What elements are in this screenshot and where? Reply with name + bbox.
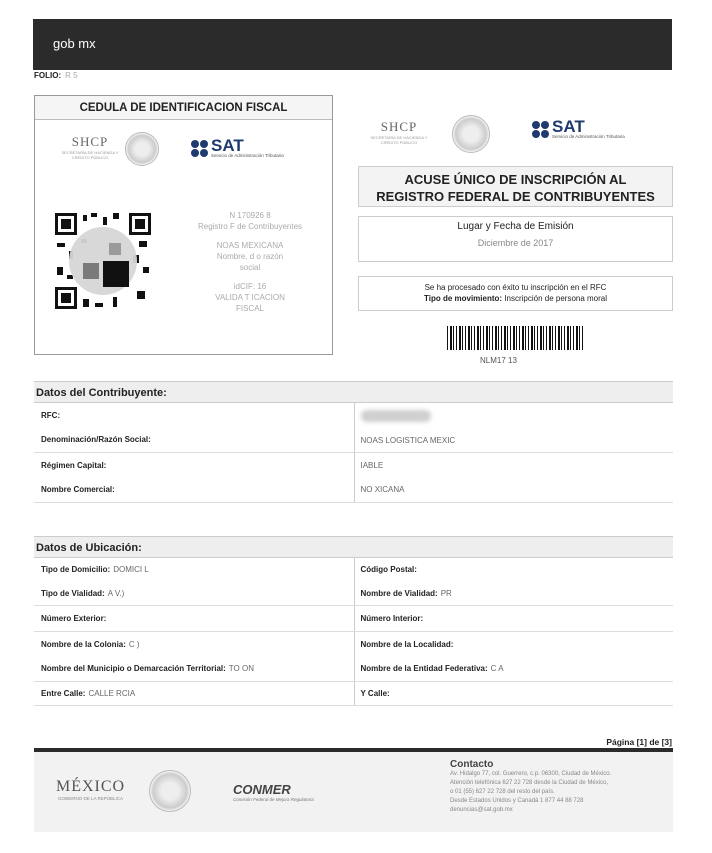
national-seal-icon (452, 115, 490, 153)
movimiento-value: Inscripción de persona moral (504, 294, 608, 303)
page-indicator: Página [1] de [3] (606, 737, 672, 747)
lugar-label: Lugar y Fecha de Emisión (457, 221, 574, 232)
acuse-logos (360, 115, 673, 155)
contribuyente-section (34, 381, 673, 503)
lugar-fecha-box (358, 216, 673, 262)
cedula-line: idCIF: 16 (233, 282, 267, 291)
cedula-logos (55, 130, 315, 170)
comercial-value: NO XICANA (360, 485, 405, 495)
table-row (34, 453, 673, 503)
denominacion-label: Denominación/Razón Social: (41, 435, 151, 445)
footer (34, 752, 673, 832)
table-row: Tipo de Domicilio: DOMICI L Tipo de Vialidad: A V.) Código Postal: Nombre de Vialidad: PR (34, 558, 673, 606)
folio-label: FOLIO: (34, 71, 62, 80)
procesado-text: Se ha procesado con éxito tu inscripción en el RFC (424, 283, 607, 292)
comercial-label: Nombre Comercial: (41, 485, 115, 495)
contacto-title: Contacto (450, 759, 494, 770)
denominacion-value: NOAS LOGISTICA MEXIC (360, 436, 456, 445)
sat-logo: SAT Servicio de Administración Tributaria (191, 138, 284, 158)
rfc-label: RFC: (41, 410, 61, 420)
regimen-label: Régimen Capital: (41, 460, 107, 470)
cedula-text (175, 210, 325, 314)
rfc-value-redacted (361, 410, 431, 422)
cedula-line: VALIDA T ICACION (215, 293, 285, 302)
shcp-logo: SHCP SECRETARÍA DE HACIENDA Y CRÉDITO PÚBLICO (61, 134, 119, 160)
cedula-line: Nombre, d o razón (216, 252, 284, 261)
acuse-title: ACUSE ÚNICO DE INSCRIPCIÓN AL REGISTRO FEDERAL DE CONTRIBUYENTES (358, 166, 673, 207)
cedula-title: CEDULA DE IDENTIFICACION FISCAL (35, 96, 332, 120)
contacto-line: o 01 (55) 627 22 728 del resto del país. (450, 789, 555, 795)
top-bar (33, 19, 672, 70)
lugar-value: Diciembre de 2017 (477, 238, 554, 248)
contacto-line: Desde Estados Unidos y Canadá 1 877 44 88 728 (450, 798, 584, 804)
qr-code (53, 211, 153, 311)
cedula-line: social (239, 263, 261, 272)
ubicacion-section (34, 536, 673, 706)
shcp-logo: SHCP SECRETARÍA DE HACIENDA Y CRÉDITO PÚBLICO (370, 119, 428, 145)
barcode (447, 326, 583, 350)
gobmx-logo[interactable]: gob mx (53, 36, 96, 51)
cedula-line: N 170926 8 (229, 211, 271, 220)
table-row: Número Exterior: Número Interior: (34, 606, 673, 632)
national-seal-icon (149, 770, 191, 812)
table-row (34, 403, 673, 453)
national-seal-icon (125, 132, 159, 166)
conmer-logo: CONMER Comisión Federal de Mejora Regulatoria (233, 782, 314, 802)
contribuyente-title: Datos del Contribuyente: (34, 381, 673, 403)
contacto-block (450, 760, 665, 815)
sat-logo: SAT Servicio de Administración Tributaria (532, 119, 625, 139)
ubicacion-title: Datos de Ubicación: (34, 536, 673, 558)
folio-value: R 5 (65, 71, 78, 80)
regimen-value: IABLE (360, 460, 384, 470)
contacto-line: Av. Hidalgo 77, col. Guerrero, c.p. 06300, Ciudad de México. (450, 771, 612, 777)
cedula-line: Registro F de Contribuyentes (197, 222, 303, 231)
folio (34, 71, 78, 80)
table-row: Entre Calle: CALLE RCIA Y Calle: (34, 682, 673, 706)
movimiento-label: Tipo de movimiento: (423, 294, 503, 303)
table-row: Nombre de la Colonia: C ) Nombre del Municipio o Demarcación Territorial: TO ON Nombre de la Localidad: Nombre de la Entidad Federativa: C A (34, 632, 673, 682)
barcode-text: NLM17 13 (480, 356, 517, 365)
cedula-line: NOAS MEXICANA (216, 241, 284, 250)
cedula-line: FISCAL (235, 304, 264, 313)
contacto-line: Atención telefónica 627 22 728 desde la Ciudad de México, (450, 780, 609, 786)
mexico-logo: MÉXICO GOBIERNO DE LA REPÚBLICA (56, 778, 126, 801)
contacto-line[interactable]: denuncias@sat.gob.mx (450, 807, 513, 813)
procesado-box (358, 276, 673, 311)
